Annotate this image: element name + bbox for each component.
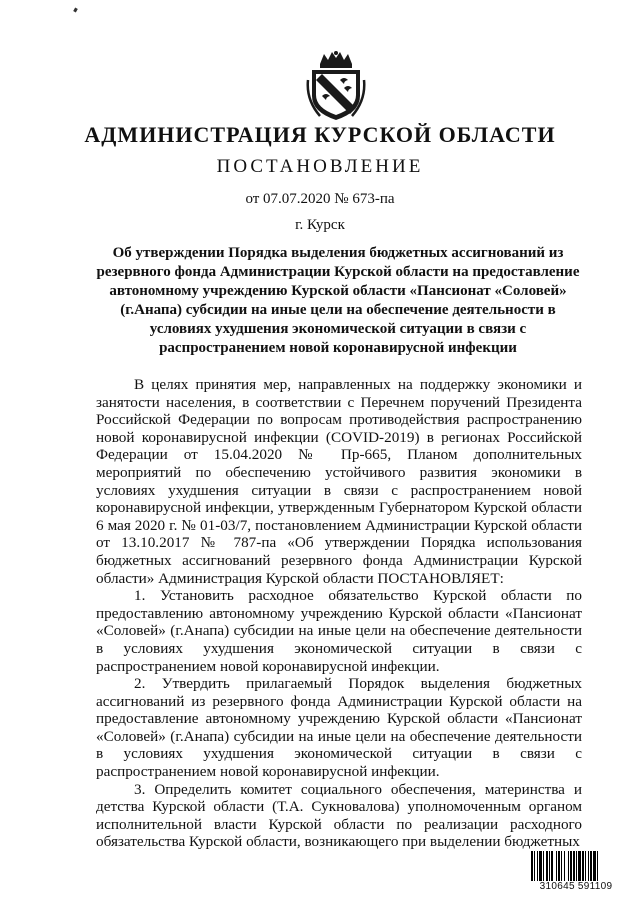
barcode-bar [558, 851, 560, 883]
barcode-bar [539, 851, 542, 883]
document-subject: Об утверждении Порядка выделения бюджетных ассигнований из резервного фонда Администрации Курской области на предоставление автономному учреждению Курской области «Пансионат «Соловей» (г.Анапа) субсидии на иные цели на обеспечение деятельности в условиях ухудшения экономической ситуации в связи с распространением новой коронавирусной инфекции [96, 245, 580, 356]
barcode-bar [573, 851, 575, 883]
barcode-bar [585, 851, 586, 883]
barcode-bar [561, 851, 562, 883]
barcode-bar [531, 851, 533, 883]
preamble-paragraph: В целях принятия мер, направленных на поддержку экономики и занятости населения, в соответствии с Перечнем поручений Президента Российской Федерации по вопросам противодействия распространению новой коронавирусной инфекции (COVID-2019) в регионах Российской Федерации от 15.04.2020 № Пр-665, Планом дополнительных мероприятий по обеспечению устойчивого развития экономики в условиях ухудшения ситуации в связи с распространением новой коронавирусной инфекции, утвержденным Губернатором Курской области 6 мая 2020 г. № 01-03/7, постановлением Администрации Курской области от 13.10.2017 № 787-па «Об утверждении Порядка использования бюджетных ассигнований резервного фонда Администрации Курской области» Администрация Курской области ПОСТАНОВЛЯЕТ: [96, 376, 582, 587]
barcode-bar [564, 851, 565, 883]
clause-3-paragraph: 3. Определить комитет социального обеспечения, материнства и детства Курской области (Т.А. Сукновалова) уполномоченным органом исполнительной власти Курской области по реализации расходного обязательства Курской области, возникающего при выделении бюджетных [96, 780, 582, 851]
barcode-bar [549, 851, 550, 883]
document-date-number: от 07.07.2020 № 673-па [245, 191, 395, 207]
document-city: г. Курск [295, 217, 345, 233]
barcode-bar [534, 851, 535, 883]
scan-mark [73, 8, 78, 13]
barcode-icon [530, 851, 622, 895]
clause-1-paragraph: 1. Установить расходное обязательство Курской области по предоставлению автономному учреждению Курской области «Пансионат «Соловей» (г.Анапа) субсидии на иные цели на обеспечение деятельности в условиях ухудшения экономической ситуации в связи с распространением новой коронавирусной инфекции. [96, 587, 582, 675]
clause-2-paragraph: 2. Утвердить прилагаемый Порядок выделения бюджетных ассигнований из резервного фонда Администрации Курской области на предоставление автономному учреждению Курской области «Пансионат «Соловей» (г.Анапа) субсидии на иные цели на обеспечение деятельности в условиях ухудшения экономической ситуации в связи с распространением новой коронавирусной инфекции. [96, 675, 582, 781]
barcode-bar [546, 851, 548, 883]
barcode-bar [588, 851, 589, 883]
organization-title: АДМИНИСТРАЦИЯ КУРСКОЙ ОБЛАСТИ [84, 122, 556, 147]
document-body [96, 376, 582, 851]
barcode-bar [551, 851, 553, 883]
barcode-bar [537, 851, 538, 883]
barcode-bar [570, 851, 572, 883]
document-type: ПОСТАНОВЛЕНИЕ [216, 156, 424, 177]
barcode-bar [556, 851, 557, 883]
barcode-number: 310645 591109 [530, 881, 622, 892]
kursk-coat-of-arms-icon [306, 50, 366, 122]
barcode-bar [582, 851, 584, 883]
barcode-bar [568, 851, 569, 883]
barcode-bar [578, 851, 581, 883]
barcode-bar [597, 851, 598, 883]
barcode-bar [576, 851, 577, 883]
barcode-bar [590, 851, 592, 883]
barcode-bar [543, 851, 544, 883]
barcode-bar [593, 851, 596, 883]
